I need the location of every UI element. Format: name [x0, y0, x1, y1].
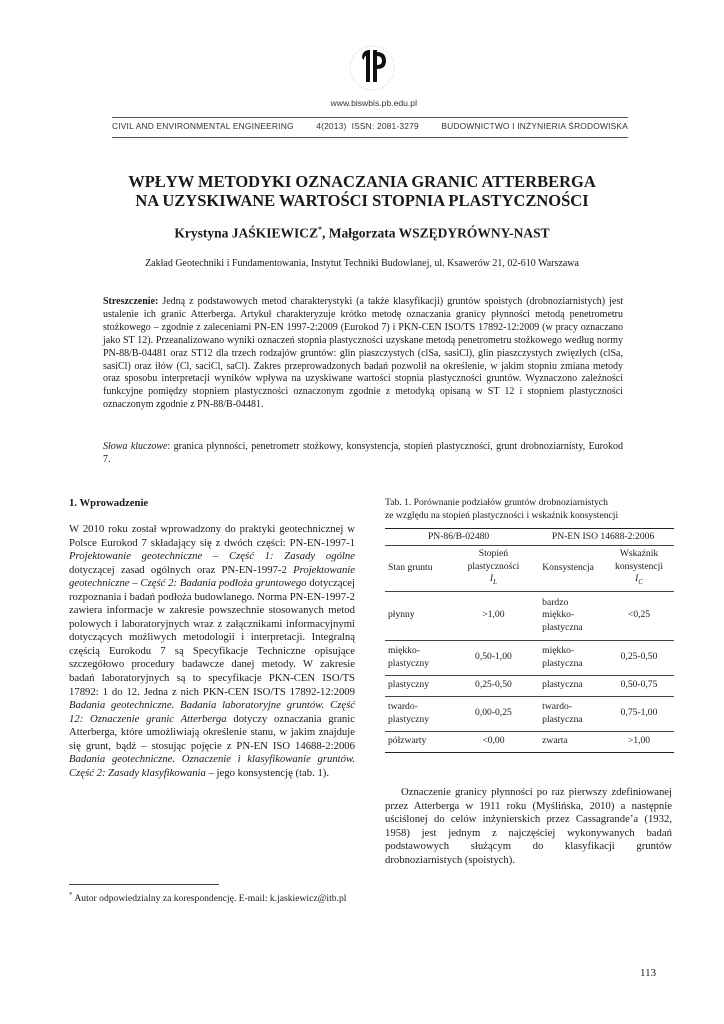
- body-italic-4: Badania geotechniczne. Oznaczenie i klasyfikowanie gruntów. Część 2: Zasady klasyfikowania: [69, 753, 355, 779]
- cell-il: >1,00: [455, 591, 533, 640]
- footnote-rule: [69, 884, 219, 885]
- header-rule-bottom: [112, 137, 628, 138]
- cell-stan: płynny: [385, 591, 455, 640]
- title-line-2: NA UZYSKIWANE WARTOŚCI STOPNIA PLASTYCZNOŚCI: [135, 191, 589, 210]
- body-italic-1: Projektowanie geotechniczne – Część 1: Zasady ogólne: [69, 550, 355, 563]
- cell-ic: 0,50-0,75: [604, 675, 674, 696]
- consistency-table: [385, 528, 674, 753]
- abstract-label: Streszczenie:: [103, 296, 159, 307]
- il-subscript: L: [493, 578, 497, 587]
- table-row: [385, 640, 674, 675]
- body-text-e: – jego konsystencję (tab. 1).: [205, 766, 330, 779]
- paper-title: [70, 172, 654, 210]
- table-row: [385, 675, 674, 696]
- header-rule-top: [112, 117, 628, 118]
- keywords-text: : granica płynności, penetrometr stożkowy, konsystencja, stopień plastyczności, grunt drobnoziarnisty, Eurokod 7.: [103, 441, 624, 465]
- table-caption: [385, 497, 675, 522]
- keywords: [103, 441, 623, 467]
- cell-kons: miękko-plastyczna: [532, 640, 604, 675]
- body-text-d: dotyczy oznaczania granic Atterberga, które umożliwiają określenie stanu, w jakim znajduje się grunt, bądź – stosując pojęcie z PN-EN ISO 14688-2:2006: [69, 712, 355, 752]
- cell-stan: plastyczny: [385, 675, 455, 696]
- cell-ic: 0,75-1,00: [604, 696, 674, 731]
- journal-url[interactable]: www.biswbis.pb.edu.pl: [330, 98, 417, 108]
- body-text-c: dotyczącej rozpoznania i badań podłoża budowlanego. Norma PN-EN-1997-2 zawiera informacje w zakresie powszechnie stosowanych metod polowych i laboratoryjnych wraz z załącznikami informacyjnymi dotyczących możliwych metodologii i interpretacji. Integralną częścią Eurokodu 7 są Specyfikacje Techniczne opisujące szczegółowo procedury badawcze danej metody. W zakresie badań laboratoryjnych są to specyfikacje PKN-CEN ISO/TS 17892: 1 do 12. Jedna z nich PKN-CEN ISO/TS 17892-12:2009: [69, 577, 355, 698]
- journal-name-en: CIVIL AND ENVIRONMENTAL ENGINEERING: [112, 121, 294, 131]
- right-column-paragraph: Oznaczenie granicy płynności po raz pierwszy zdefiniowanej przez Atterberga w 1911 roku (Myślińska, 2010) a następnie uściślonej do celów inżynierskich przez Cassagrande’a (1932, 1958) jest jednym z najczęściej wykonywanych badań podstawowych służącym do klasyfikacji gruntów drobnoziarnistych (spoistych).: [385, 786, 672, 866]
- col-header-ic-symbol: [607, 573, 671, 588]
- section-1-body: [69, 523, 355, 780]
- cell-kons: zwarta: [532, 731, 604, 752]
- journal-header-bar: [112, 121, 628, 135]
- cell-ic: >1,00: [604, 731, 674, 752]
- issn: ISSN: 2081-3279: [351, 121, 419, 131]
- footnote-mark: *: [69, 891, 73, 899]
- table-group-header: [385, 529, 674, 546]
- keywords-label: Słowa kluczowe: [103, 441, 168, 452]
- page-number: 113: [640, 967, 657, 979]
- title-line-1: WPŁYW METODYKI OZNACZANIA GRANIC ATTERBERGA: [128, 172, 596, 191]
- cell-kons: bardzo miękko-plastyczna: [532, 591, 604, 640]
- cell-stan: półzwarty: [385, 731, 455, 752]
- table-row: [385, 696, 674, 731]
- caption-line-1: Tab. 1. Porównanie podziałów gruntów drobnoziarnistych: [385, 497, 608, 508]
- table-row: [385, 591, 674, 640]
- cell-il: 0,00-0,25: [455, 696, 533, 731]
- col-header-il: [455, 546, 533, 591]
- col-header-il-label: Stopień plastyczności: [467, 548, 520, 572]
- body-italic-2: Projektowanie geotechniczne – Część 2: Badania podłoża gruntowego: [69, 563, 355, 590]
- abstract: [103, 296, 623, 412]
- cell-stan: miękko-plastyczny: [385, 640, 455, 675]
- body-text-a: W 2010 roku został wprowadzony do praktyki geotechnicznej w Polsce Eurokod 7 składający się z dwóch części: PN-EN-1997-1: [69, 523, 355, 549]
- ic-symbol: I: [635, 573, 639, 585]
- col-header-kons: Konsystencja: [542, 562, 594, 574]
- footnote-text: Autor odpowiedzialny za korespondencję. E-mail: k.jaskiewicz@itb.pl: [72, 893, 347, 905]
- col-header-ic: [604, 546, 674, 591]
- table-column-header: [385, 546, 674, 591]
- affiliation: Zakład Geotechniki i Fundamentowania, Instytut Techniki Budowlanej, ul. Ksawerów 21, 02-610 Warszawa: [145, 258, 579, 269]
- author-2: , Małgorzata WSZĘDYRÓWNY-NAST: [322, 225, 550, 241]
- body-italic-3: Badania geotechniczne. Badania laboratoryjne gruntów. Część 12: Oznaczenie granic Atterberga: [69, 699, 355, 725]
- cell-kons: twardo-plastyczna: [532, 696, 604, 731]
- journal-name-pl: BUDOWNICTWO I INŻYNIERIA ŚRODOWISKA: [441, 121, 628, 131]
- issue-number: 4(2013): [316, 121, 347, 131]
- il-symbol: I: [489, 573, 494, 585]
- footnote: [69, 891, 346, 904]
- col-header-il-symbol: [458, 573, 530, 588]
- cell-kons: plastyczna: [532, 675, 604, 696]
- authors: [70, 225, 654, 242]
- cell-ic: <0,25: [604, 591, 674, 640]
- cell-il: <0,00: [455, 731, 533, 752]
- corresponding-mark: *: [318, 225, 322, 234]
- col-header-ic-label: Wskaźnik konsystencji: [615, 548, 663, 572]
- section-heading: 1. Wprowadzenie: [69, 497, 149, 509]
- table-row: [385, 731, 674, 752]
- group-header-en: PN-EN ISO 14688-2:2006: [532, 529, 674, 546]
- group-header-pn: PN-86/B-02480: [385, 529, 532, 546]
- journal-issue: [316, 121, 419, 135]
- abstract-text: Jedną z podstawowych metod charakterystyki (a także klasyfikacji) gruntów spoistych (drobnoziarnistych) jest ustalenie ich granic Atterberga. Artykuł charakteryzuje krótko metodę oznaczania granicy płynności metodą penetrometru stożkowego – zgodnie z zaleceniami PN-EN 1997-2:2009 (Eurokod 7) i PKN-CEN ISO/TS 17892-12:2009 (w pracy oznaczano jako ST 12). Przeanalizowano wyniki oznaczeń stopnia plastyczności uzyskane metodą penetrometru stożkowego według normy PN-88/B-04481 oraz ST12 dla trzech rodzajów gruntów: glin piaszczystych (clSa, sasiCl), glin piaszczystych zwięzłych (clSa, sasiCl) oraz iłów (Cl, saciCl, saCl). Zakres przeprowadzonych badań pozwolił na określenie, w jakim stopniu zmiana metody oraz sposobu interpretacji wyników wpływa na uzyskiwane wartości stopnia plastyczności gruntów. Wyznaczono zależności funkcyjne pomiędzy stopniem plastyczności oznaczonym zgodnie z metodyką opisaną w ST 12 i stopniem plastyczności oznaczonym zgodnie z PN-88/B-04481.: [103, 296, 623, 411]
- ic-subscript: C: [638, 578, 643, 587]
- cell-stan: twardo-plastyczny: [385, 696, 455, 731]
- cell-il: 0,50-1,00: [455, 640, 533, 675]
- university-logo: [340, 38, 404, 100]
- section-1-heading: [69, 497, 355, 511]
- body-text-b: dotyczącej zasad ogólnych oraz PN-EN-1997-2: [69, 563, 294, 576]
- col-header-stan: Stan gruntu: [388, 562, 433, 574]
- caption-line-2: ze względu na stopień plastyczności i wskaźnik konsystencji: [385, 509, 619, 521]
- cell-il: 0,25-0,50: [455, 675, 533, 696]
- cell-ic: 0,25-0,50: [604, 640, 674, 675]
- author-1: Krystyna JAŚKIEWICZ: [174, 225, 318, 241]
